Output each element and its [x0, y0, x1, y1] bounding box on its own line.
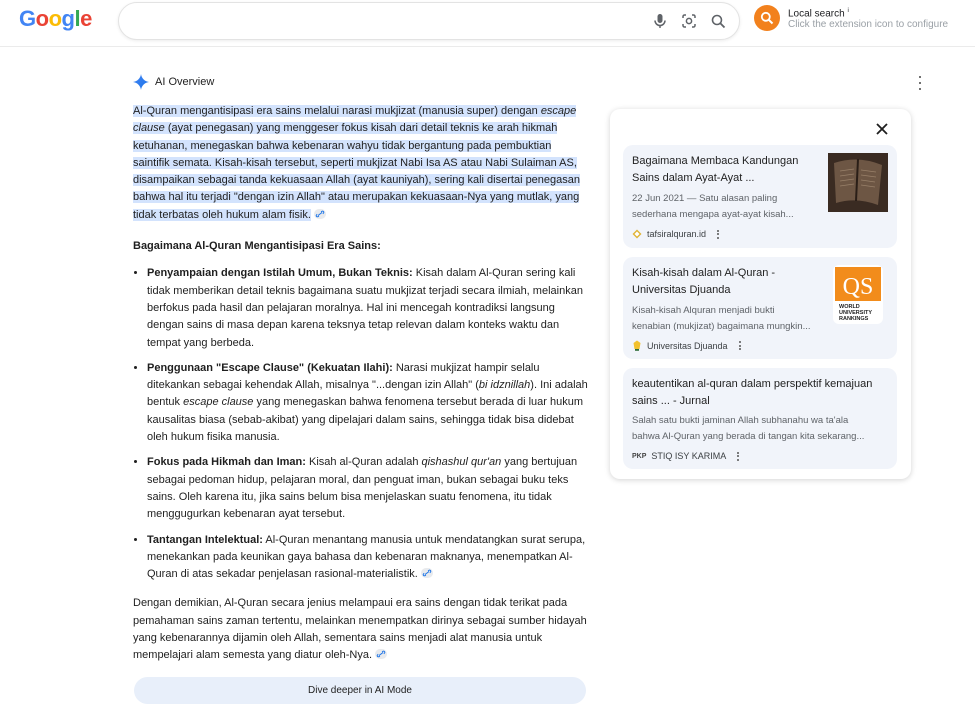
point-title: Penyampaian dengan Istilah Umum, Bukan Teknis:: [147, 267, 413, 280]
list-item: [147, 454, 588, 523]
site-name: Universitas Djuanda: [647, 340, 728, 351]
point-text: Kisah dalam Al-Quran sering kali tidak memberikan detail teknis bagaimana suatu mukjizat terjadi secara ilmiah, melainkan berfokus pada hasil dan pelajaran moralnya. Hal ini mencegah kontradiksi langsung dengan sains di masa depan karena teksnya tetap relevan dalam konteks waktu dan tempat yang berbeda.: [147, 267, 583, 349]
source-card[interactable]: [623, 368, 897, 469]
highlighted-text: [133, 105, 580, 221]
lens-camera-icon[interactable]: [680, 12, 698, 30]
local-search-extension-button[interactable]: [754, 5, 780, 31]
link-icon[interactable]: [314, 209, 326, 219]
extension-title: [788, 8, 849, 19]
snippet-line: kenabian (mukjizat) bagaimana mungkin...: [632, 320, 811, 332]
source-snippet: [632, 413, 864, 444]
points-list: [133, 265, 588, 583]
link-icon[interactable]: [375, 649, 387, 659]
tafsiralquran-favicon: [632, 229, 642, 239]
point-text: yang bertujuan sebagai pedoman hidup, pelajaran moral, dan penguat iman, bukan sebagai buku teks sains. Oleh karena itu, jika sains belum bisa menjelaskan suatu fenomena, itu tidak menggugurkan kebenaran ayat tersebut.: [147, 456, 578, 521]
source-card[interactable]: [623, 145, 897, 248]
more-options-icon[interactable]: [739, 341, 741, 350]
point-text: Al-Quran menantang manusia untuk mendatangkan surat serupa, menekankan pada keunikan gaya bahasa dan kebenaran maknanya, menempatkan Al-Quran di atas sekadar penjelasan rasional-materialistik.: [147, 533, 586, 581]
google-logo-mark: [19, 6, 92, 32]
intro-paragraph: [133, 103, 588, 224]
svg-text:Google: Google: [19, 6, 92, 31]
extension-title-text: Local search: [788, 8, 845, 20]
site-name: tafsiralquran.id: [647, 229, 707, 239]
list-item: [147, 265, 588, 351]
qs-rankings-logo: [833, 265, 883, 324]
info-icon[interactable]: i: [847, 8, 849, 14]
qs-logo-subtext: RANKINGS: [839, 316, 869, 322]
closing-text: Dengan demikian, Al-Quran secara jenius melampaui era sains dengan tidak terikat pada pemahaman sains zaman tertentu, melainkan menempatkan dirinya sebagai sumber hidayah yang kebenarannya dijamin oleh Allah, sementara sains menjadi alat manusia untuk mempelajari alam semesta yang diatur oleh-Nya.: [133, 597, 587, 662]
list-item: [147, 532, 588, 584]
snippet-line: Kisah-kisah Alquran menjadi bukti: [632, 305, 775, 316]
microphone-icon[interactable]: [651, 12, 669, 30]
qs-logo-subtext: WORLD: [839, 304, 860, 310]
book-thumbnail: [828, 153, 888, 212]
qs-logo-text: QS: [842, 274, 874, 300]
closing-paragraph: [133, 595, 588, 664]
source-snippet: [632, 303, 810, 334]
link-icon[interactable]: [421, 568, 433, 578]
site-name: STIQ ISY KARIMA: [651, 451, 727, 461]
snippet-line: 22 Jun 2021 — Satu alasan paling: [632, 193, 778, 204]
gemini-sparkle-icon: [133, 74, 149, 90]
point-italic: escape clause: [183, 396, 254, 409]
source-snippet: [632, 191, 794, 222]
list-item: [147, 360, 588, 446]
close-icon[interactable]: [875, 122, 889, 136]
ai-overview-content: [133, 103, 588, 665]
more-options-icon[interactable]: [737, 452, 739, 461]
point-title: Fokus pada Hikmah dan Iman:: [147, 456, 306, 469]
more-options-icon[interactable]: [717, 230, 719, 239]
point-text: Narasi mukjizat hampir selalu ditekankan sebagai kehendak Allah, misalnya "...dengan izin Allah" (: [147, 361, 540, 392]
ai-overview-header: [133, 74, 214, 90]
point-italic: qishashul qur'an: [421, 456, 502, 469]
intro-italic: escape clause: [133, 105, 577, 135]
search-icon: [760, 11, 774, 25]
qs-logo-subtext: UNIVERSITY: [839, 310, 873, 316]
point-title: Tantangan Intelektual:: [147, 533, 263, 546]
source-site: [632, 340, 741, 351]
dive-deeper-button[interactable]: Dive deeper in AI Mode: [134, 677, 586, 704]
source-site: [632, 229, 719, 239]
sources-panel: [610, 109, 911, 479]
source-site: [632, 451, 739, 461]
source-title[interactable]: Bagaimana Membaca Kandungan Sains dalam Ayat-Ayat ...: [632, 155, 799, 184]
point-text: Kisah al-Quran adalah: [305, 456, 422, 469]
source-title[interactable]: Kisah-kisah dalam Al-Quran - Universitas Djuanda: [632, 267, 776, 296]
extension-subtitle: Click the extension icon to configure: [788, 19, 949, 30]
source-title[interactable]: keautentikan al-quran dalam perspektif kemajuan sains ... - Jurnal: [632, 378, 873, 407]
search-icon[interactable]: [709, 12, 727, 30]
search-input[interactable]: [118, 2, 740, 40]
source-card[interactable]: [623, 257, 897, 359]
snippet-line: Salah satu bukti jaminan Allah subhanahu wa ta'ala: [632, 415, 849, 426]
intro-text-1: Al-Quran mengantisipasi era sains melalui narasi mukjizat (manusia super) dengan: [133, 105, 541, 117]
djuanda-favicon: [632, 340, 642, 351]
snippet-line: bahwa Al-Quran yang berada di tangan kita sekarang...: [632, 430, 865, 442]
pkp-favicon: PKP: [632, 452, 647, 460]
ai-overview-label: AI Overview: [155, 76, 215, 88]
point-text: yang menegaskan bahwa fenomena tersebut berada di luar hukum kausalitas biasa (sebab-akibat) yang dipelajari dalam sains, sehingga tidak bisa didebat oleh hukum fisika manusia.: [147, 396, 584, 444]
intro-text-2: (ayat penegasan) yang menggeser fokus kisah dari detail teknis ke arah hikmah ketuhanan, menegaskan bahwa kebenaran wahyu tidak bergantung pada pembuktian saintifik semata. Kisah-kisah tersebut, seperti mukjizat Nabi Isa AS atau Nabi Sulaiman AS, disampaikan sebagai tanda kekuasaan Allah (ayat kauniyah), sering kali disertai penegasan bahwa hal itu terjadi "dengan izin Allah" atau merupakan kekuasaan-Nya yang mutlak, yang tidak terbatas oleh hukum alam fisik.: [133, 122, 581, 221]
point-text: ). Ini adalah bentuk: [147, 379, 588, 409]
top-bar: [0, 0, 975, 47]
snippet-line: sederhana mengapa ayat-ayat kisah...: [632, 208, 794, 220]
point-title: Penggunaan "Escape Clause" (Kekuatan Ilahi):: [147, 361, 393, 374]
point-italic: bi idznillah: [478, 379, 531, 392]
more-options-icon[interactable]: [914, 76, 926, 90]
google-logo[interactable]: [19, 6, 92, 38]
subheading: Bagaimana Al-Quran Mengantisipasi Era Sains:: [133, 240, 381, 253]
